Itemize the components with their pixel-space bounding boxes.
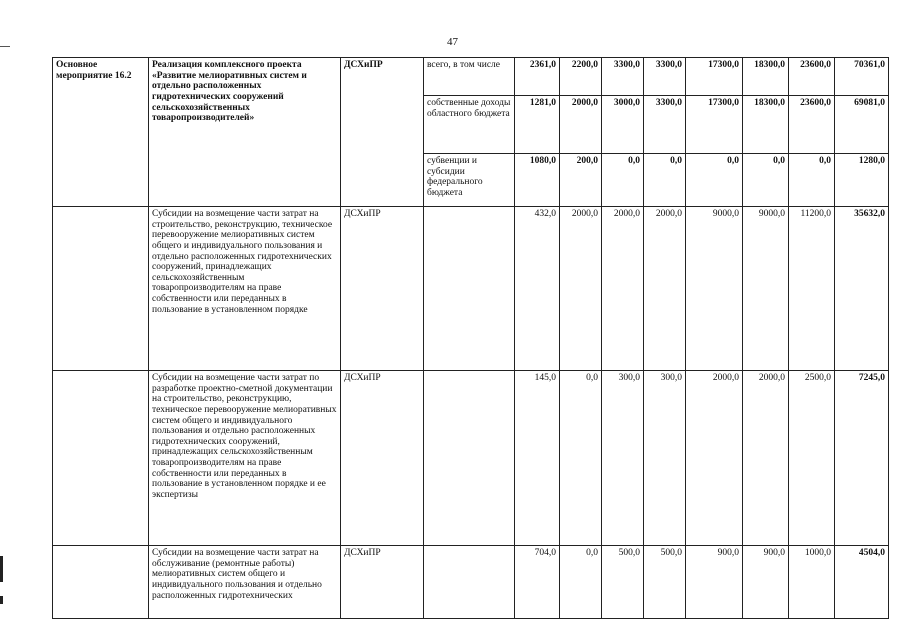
value-cell: 500,0 bbox=[602, 546, 644, 619]
value-cell: 0,0 bbox=[743, 154, 789, 207]
value-cell: 0,0 bbox=[560, 371, 602, 546]
value-cell: 0,0 bbox=[644, 154, 686, 207]
value-cell: 9000,0 bbox=[743, 207, 789, 371]
value-cell: 2361,0 bbox=[515, 58, 560, 96]
value-cell: 9000,0 bbox=[686, 207, 743, 371]
subsidy-title-cell: Субсидии на возмещение части затрат по разработке проектно-сметной документации на строительство, реконструкцию, техническое перевооружение мелиоративных систем общего и индивидуального пользования и отдельно расположенных гидротехнических сооружений, принадлежащих сельскохозяйственным товаропроизводителям на праве собственности или переданных в пользование в установленном порядке и ее экспертизы bbox=[149, 371, 341, 546]
value-cell: 3300,0 bbox=[602, 58, 644, 96]
value-cell: 1080,0 bbox=[515, 154, 560, 207]
total-cell: 35632,0 bbox=[835, 207, 889, 371]
table-row bbox=[53, 371, 889, 546]
empty-cell bbox=[424, 371, 515, 546]
value-cell: 1000,0 bbox=[789, 546, 835, 619]
value-cell: 0,0 bbox=[560, 546, 602, 619]
value-cell: 2000,0 bbox=[560, 96, 602, 154]
subsidy-title-cell: Субсидии на возмещение части затрат на обслуживание (ремонтные работы) мелиоративных систем общего и индивидуального пользования и отдельно расположенных гидротехнических bbox=[149, 546, 341, 619]
value-cell: 18300,0 bbox=[743, 58, 789, 96]
executor-cell: ДСХиПР bbox=[341, 371, 424, 546]
empty-cell bbox=[53, 546, 149, 619]
funding-source-cell: субвенции и субсидии федерального бюджета bbox=[424, 154, 515, 207]
measure-label-cell: Основное мероприятие 16.2 bbox=[53, 58, 149, 207]
value-cell: 145,0 bbox=[515, 371, 560, 546]
value-cell: 200,0 bbox=[560, 154, 602, 207]
value-cell: 300,0 bbox=[644, 371, 686, 546]
measure-executor-cell: ДСХиПР bbox=[341, 58, 424, 207]
value-cell: 0,0 bbox=[602, 154, 644, 207]
value-cell: 2000,0 bbox=[602, 207, 644, 371]
program-table bbox=[52, 57, 889, 619]
total-cell: 7245,0 bbox=[835, 371, 889, 546]
measure-title-cell: Реализация комплексного проекта «Развитие мелиоративных систем и отдельно расположенных гидротехнических сооружений сельскохозяйственных товаропроизводителей» bbox=[149, 58, 341, 207]
page-number: 47 bbox=[447, 36, 458, 48]
table-row bbox=[53, 207, 889, 371]
executor-cell: ДСХиПР bbox=[341, 207, 424, 371]
empty-cell bbox=[53, 207, 149, 371]
executor-cell: ДСХиПР bbox=[341, 546, 424, 619]
funding-source-cell: собственные доходы областного бюджета bbox=[424, 96, 515, 154]
empty-cell bbox=[424, 546, 515, 619]
total-cell: 69081,0 bbox=[835, 96, 889, 154]
value-cell: 17300,0 bbox=[686, 58, 743, 96]
subsidy-title-cell: Субсидии на возмещение части затрат на строительство, реконструкцию, техническое перевооружение мелиоративных систем общего и индивидуального пользования и отдельно расположенных гидротехнических сооружений, принадлежащих сельскохозяйственным товаропроизводителям на праве собственности или переданных в пользование в установленном порядке bbox=[149, 207, 341, 371]
funding-source-cell: всего, в том числе bbox=[424, 58, 515, 96]
value-cell: 704,0 bbox=[515, 546, 560, 619]
value-cell: 900,0 bbox=[743, 546, 789, 619]
value-cell: 900,0 bbox=[686, 546, 743, 619]
scan-edge-mark bbox=[0, 556, 3, 582]
value-cell: 2000,0 bbox=[644, 207, 686, 371]
value-cell: 3000,0 bbox=[602, 96, 644, 154]
total-cell: 4504,0 bbox=[835, 546, 889, 619]
value-cell: 300,0 bbox=[602, 371, 644, 546]
value-cell: 1281,0 bbox=[515, 96, 560, 154]
table-row bbox=[53, 58, 889, 96]
total-cell: 1280,0 bbox=[835, 154, 889, 207]
value-cell: 500,0 bbox=[644, 546, 686, 619]
total-cell: 70361,0 bbox=[835, 58, 889, 96]
table-row bbox=[53, 546, 889, 619]
value-cell: 2000,0 bbox=[686, 371, 743, 546]
scan-edge-mark bbox=[0, 596, 3, 604]
value-cell: 2200,0 bbox=[560, 58, 602, 96]
margin-tick bbox=[0, 46, 10, 47]
value-cell: 0,0 bbox=[686, 154, 743, 207]
value-cell: 11200,0 bbox=[789, 207, 835, 371]
value-cell: 3300,0 bbox=[644, 96, 686, 154]
value-cell: 0,0 bbox=[789, 154, 835, 207]
value-cell: 2000,0 bbox=[560, 207, 602, 371]
value-cell: 23600,0 bbox=[789, 96, 835, 154]
value-cell: 23600,0 bbox=[789, 58, 835, 96]
empty-cell bbox=[53, 371, 149, 546]
value-cell: 2500,0 bbox=[789, 371, 835, 546]
value-cell: 3300,0 bbox=[644, 58, 686, 96]
value-cell: 2000,0 bbox=[743, 371, 789, 546]
value-cell: 432,0 bbox=[515, 207, 560, 371]
empty-cell bbox=[424, 207, 515, 371]
value-cell: 18300,0 bbox=[743, 96, 789, 154]
value-cell: 17300,0 bbox=[686, 96, 743, 154]
